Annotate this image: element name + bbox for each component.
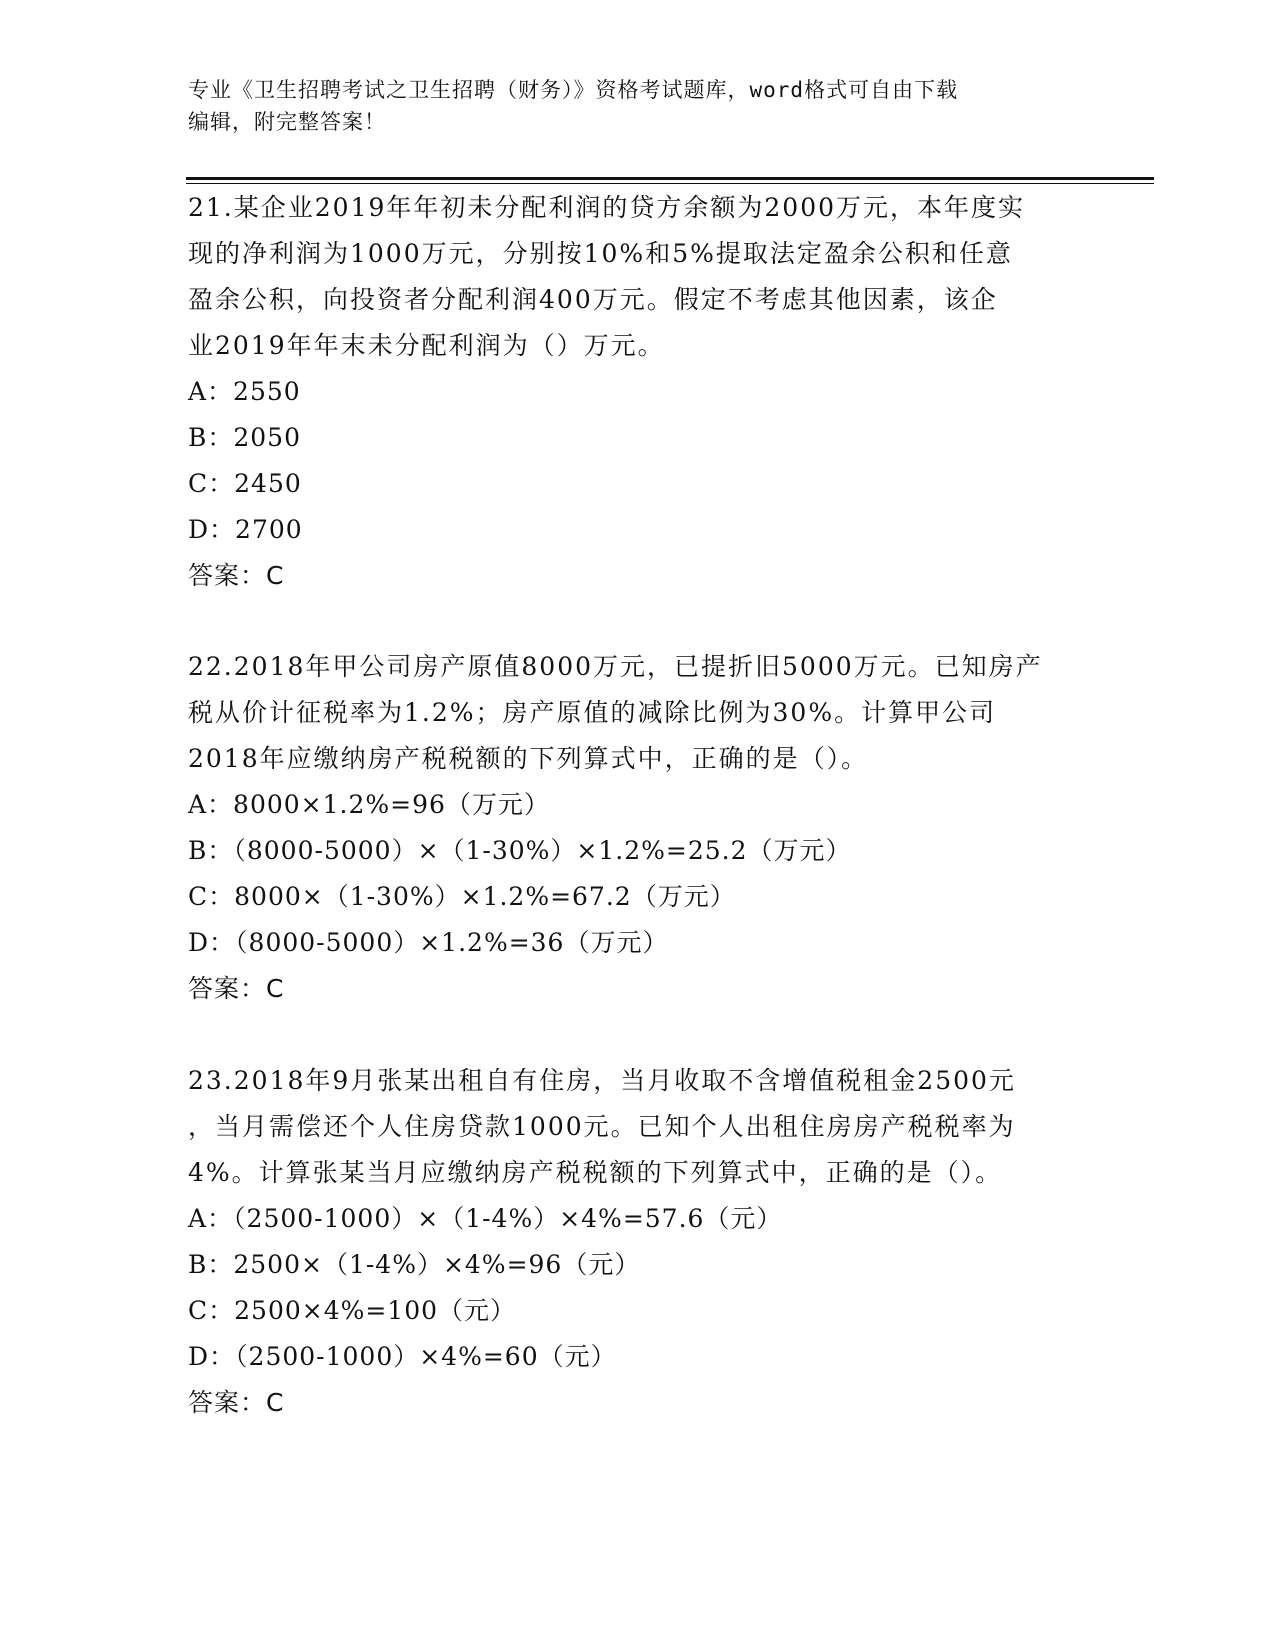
option-a: A：（2500-1000）×（1-4%）×4%=57.6（元） [188,1204,783,1233]
answer-line: 答案：C [188,1388,285,1417]
option-b: B：2050 [188,423,301,452]
question-stem-line: 23.2018年9月张某出租自有住房，当月收取不含增值税租金2500元 [188,1066,1016,1095]
option-d: D：2700 [188,515,303,544]
answer-line: 答案：C [188,974,285,1003]
header-divider-thick [186,177,1154,180]
question-23 [188,1058,1088,1426]
question-stem-line: 现的净利润为1000万元，分别按10%和5%提取法定盈余公积和任意 [188,239,1013,268]
header-divider-thin [186,183,1154,184]
option-d: D：（2500-1000）×4%=60（元） [188,1342,617,1371]
option-b: B：（8000-5000）×（1-30%）×1.2%=25.2（万元） [188,836,852,865]
question-stem-line: 盈余公积，向投资者分配利润400万元。假定不考虑其他因素，该企 [188,285,998,314]
question-stem-line: 业2019年年末未分配利润为（）万元。 [188,331,665,360]
question-stem-line: 21.某企业2019年年初未分配利润的贷方余额为2000万元，本年度实 [188,193,1026,222]
option-c: C：2500×4%=100（元） [188,1296,517,1325]
question-stem-line: 22.2018年甲公司房产原值8000万元，已提折旧5000万元。已知房产 [188,652,1043,681]
option-c: C：8000×（1-30%）×1.2%=67.2（万元） [188,882,736,911]
question-21 [188,185,1088,599]
question-stem-line: 4%。计算张某当月应缴纳房产税税额的下列算式中，正确的是（）。 [188,1158,1003,1187]
header-line-2: 编辑，附完整答案！ [188,110,386,134]
question-stem-line: 2018年应缴纳房产税税额的下列算式中，正确的是（）。 [188,744,869,773]
option-a: A：2550 [188,377,301,406]
document-header [188,74,1088,138]
question-22 [188,644,1088,1012]
question-stem-line: 税从价计征税率为1.2%；房产原值的减除比例为30%。计算甲公司 [188,698,997,727]
question-stem-line: ，当月需偿还个人住房贷款1000元。已知个人出租住房房产税税率为 [188,1112,1016,1141]
answer-line: 答案：C [188,561,285,590]
option-b: B：2500×（1-4%）×4%=96（元） [188,1250,641,1279]
option-c: C：2450 [188,469,302,498]
option-a: A：8000×1.2%=96（万元） [188,790,550,819]
option-d: D：（8000-5000）×1.2%=36（万元） [188,928,669,957]
header-line-1: 专业《卫生招聘考试之卫生招聘（财务）》资格考试题库，word格式可自由下载 [188,78,959,102]
